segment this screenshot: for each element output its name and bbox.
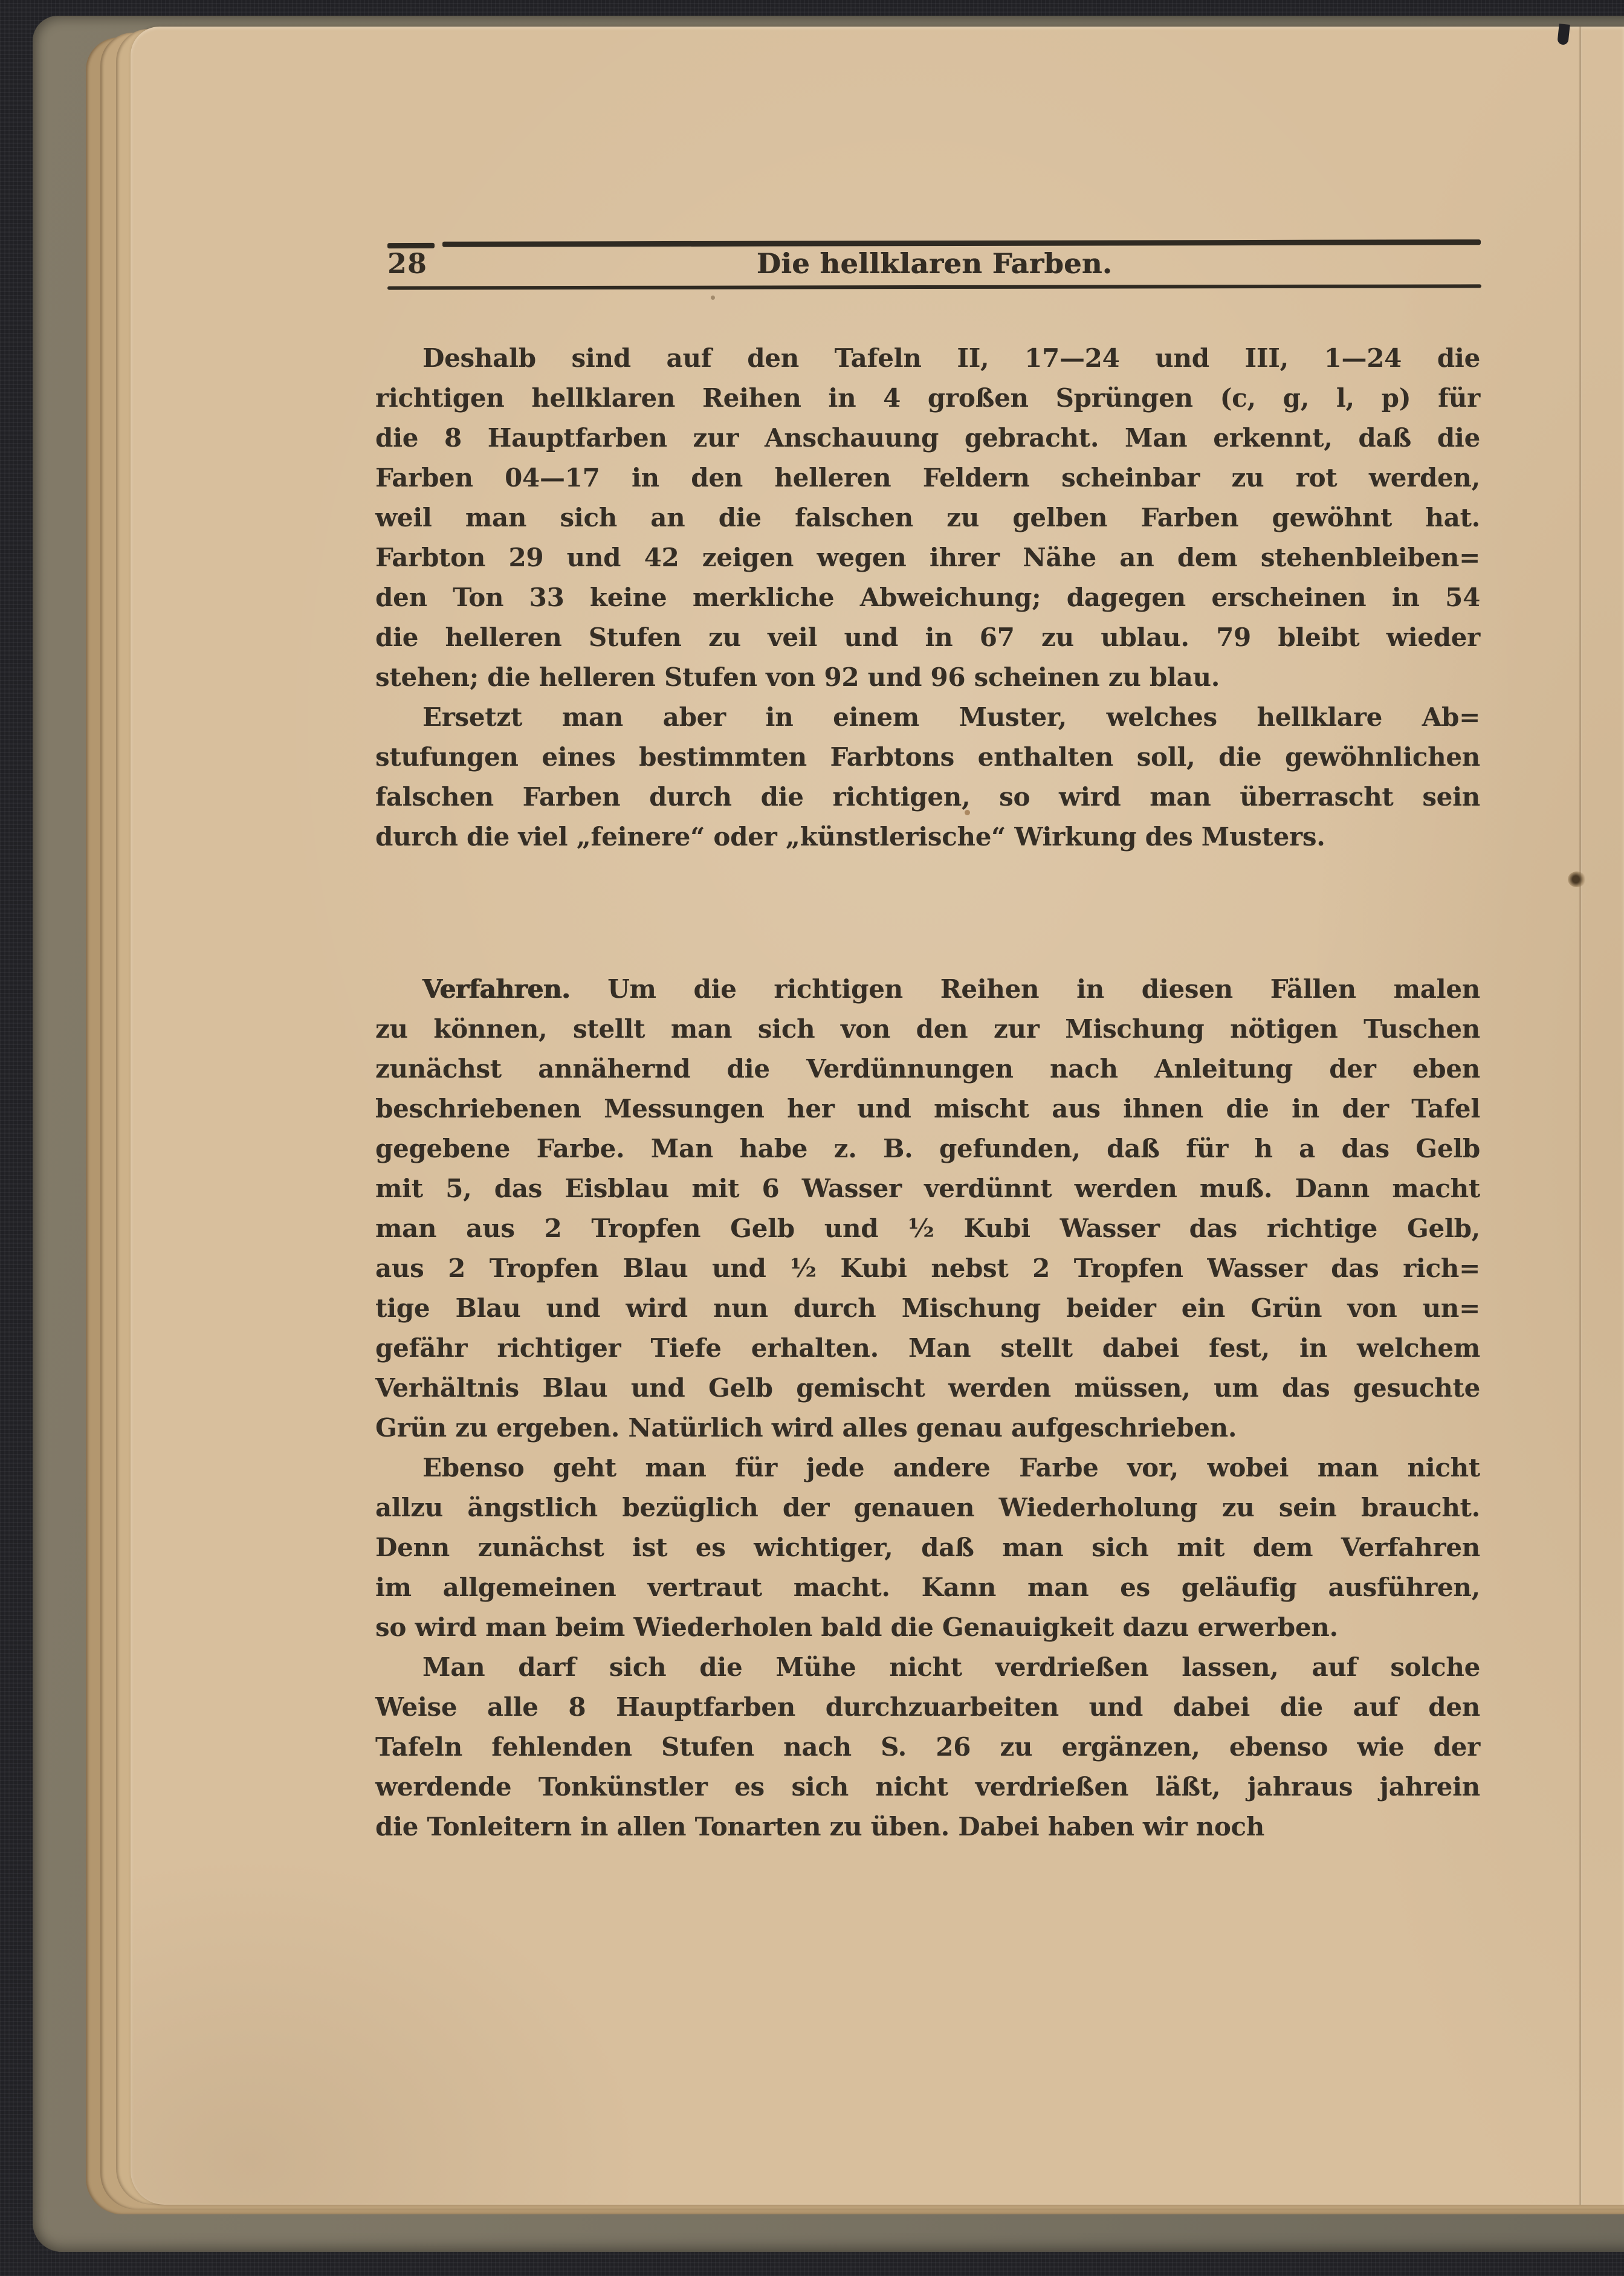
body-text [375,338,1480,1847]
text-line: allzu ängstlich bezüglich der genauen Wiederholung zu sein braucht. [375,1493,1480,1522]
paragraph [375,697,1480,857]
text-line: Grün zu ergeben. Natürlich wird alles genau aufgeschrieben. [375,1413,1237,1443]
text-line: beschriebenen Messungen her und mischt aus ihnen die in der Tafel [375,1094,1480,1123]
text-line: die Tonleitern in allen Tonarten zu üben. Dabei haben wir noch [375,1812,1265,1841]
text-line: stufungen eines bestimmten Farbtons enthalten soll, die gewöhnlichen [375,742,1480,772]
text-line: die helleren Stufen zu veil und in 67 zu ublau. 79 bleibt wieder [375,622,1480,652]
text-line: Tafeln fehlenden Stufen nach S. 26 zu ergänzen, ebenso wie der [375,1732,1480,1762]
text-line: den Ton 33 keine merkliche Abweichung; dagegen erscheinen in 54 [375,583,1480,612]
text-line: richtigen hellklaren Reihen in 4 großen Sprüngen (c, g, l, p) für [375,383,1480,413]
text-line: Verhältnis Blau und Gelb gemischt werden müssen, um das gesuchte [375,1373,1480,1403]
text-line: Denn zunächst ist es wichtiger, daß man sich mit dem Verfahren [375,1533,1480,1562]
text-line: Farben 04—17 in den helleren Feldern scheinbar zu rot werden, [375,463,1480,493]
paragraph [375,1448,1480,1647]
text-line: stehen; die helleren Stufen von 92 und 96 scheinen zu blau. [375,662,1220,692]
header-rule-top-right [442,239,1481,247]
page-header [387,248,1481,282]
text-line: tige Blau und wird nun durch Mischung beider ein Grün von un= [375,1293,1480,1323]
paragraph [375,1647,1480,1847]
text-line: durch die viel „feinere“ oder „künstlerische“ Wirkung des Musters. [375,822,1325,852]
text-line: Man darf sich die Mühe nicht verdrießen lassen, auf solche [422,1652,1480,1682]
text-line: Ebenso geht man für jede andere Farbe vor, wobei man nicht [422,1453,1480,1482]
text-line: gefähr richtiger Tiefe erhalten. Man stellt dabei fest, in welchem [375,1333,1480,1363]
text-line: zunächst annähernd die Verdünnungen nach Anleitung der eben [375,1054,1480,1084]
text-line: die 8 Hauptfarben zur Anschauung gebracht. Man erkennt, daß die [375,423,1480,453]
text-line: Ersetzt man aber in einem Muster, welches hellklare Ab= [422,702,1480,732]
paragraph [375,338,1480,697]
text-line: zu können, stellt man sich von den zur Mischung nötigen Tuschen [375,1014,1480,1044]
text-line: man aus 2 Tropfen Gelb und ½ Kubi Wasser das richtige Gelb, [375,1214,1480,1243]
text-line: Verfahren. Um die richtigen Reihen in diesen Fällen malen [422,974,1480,1004]
text-line: werdende Tonkünstler es sich nicht verdrießen läßt, jahraus jahrein [375,1772,1480,1802]
text-line: mit 5, das Eisblau mit 6 Wasser verdünnt werden muß. Dann macht [375,1174,1480,1203]
paragraph [375,969,1480,1448]
text-line: im allgemeinen vertraut macht. Kann man es geläufig ausführen, [375,1573,1480,1602]
text-line: Deshalb sind auf den Tafeln II, 17—24 und III, 1—24 die [422,343,1480,373]
text-line: weil man sich an die falschen zu gelben Farben gewöhnt hat. [375,503,1480,532]
page-content [131,27,1624,2205]
header-rule-bottom [387,284,1481,289]
text-line: Weise alle 8 Hauptfarben durchzuarbeiten und dabei die auf den [375,1692,1480,1722]
text-line: aus 2 Tropfen Blau und ½ Kubi nebst 2 Tropfen Wasser das rich= [375,1253,1480,1283]
text-line: falschen Farben durch die richtigen, so wird man überrascht sein [375,782,1480,812]
text-line: so wird man beim Wiederholen bald die Genauigkeit dazu erwerben. [375,1612,1338,1642]
page-number: 28 [387,247,428,280]
book-page [131,27,1624,2205]
running-title: Die hellklaren Farben. [756,247,1113,280]
text-line: Farbton 29 und 42 zeigen wegen ihrer Nähe an dem stehenbleiben= [375,543,1480,572]
text-line: gegebene Farbe. Man habe z. B. gefunden, daß für h a das Gelb [375,1134,1480,1163]
